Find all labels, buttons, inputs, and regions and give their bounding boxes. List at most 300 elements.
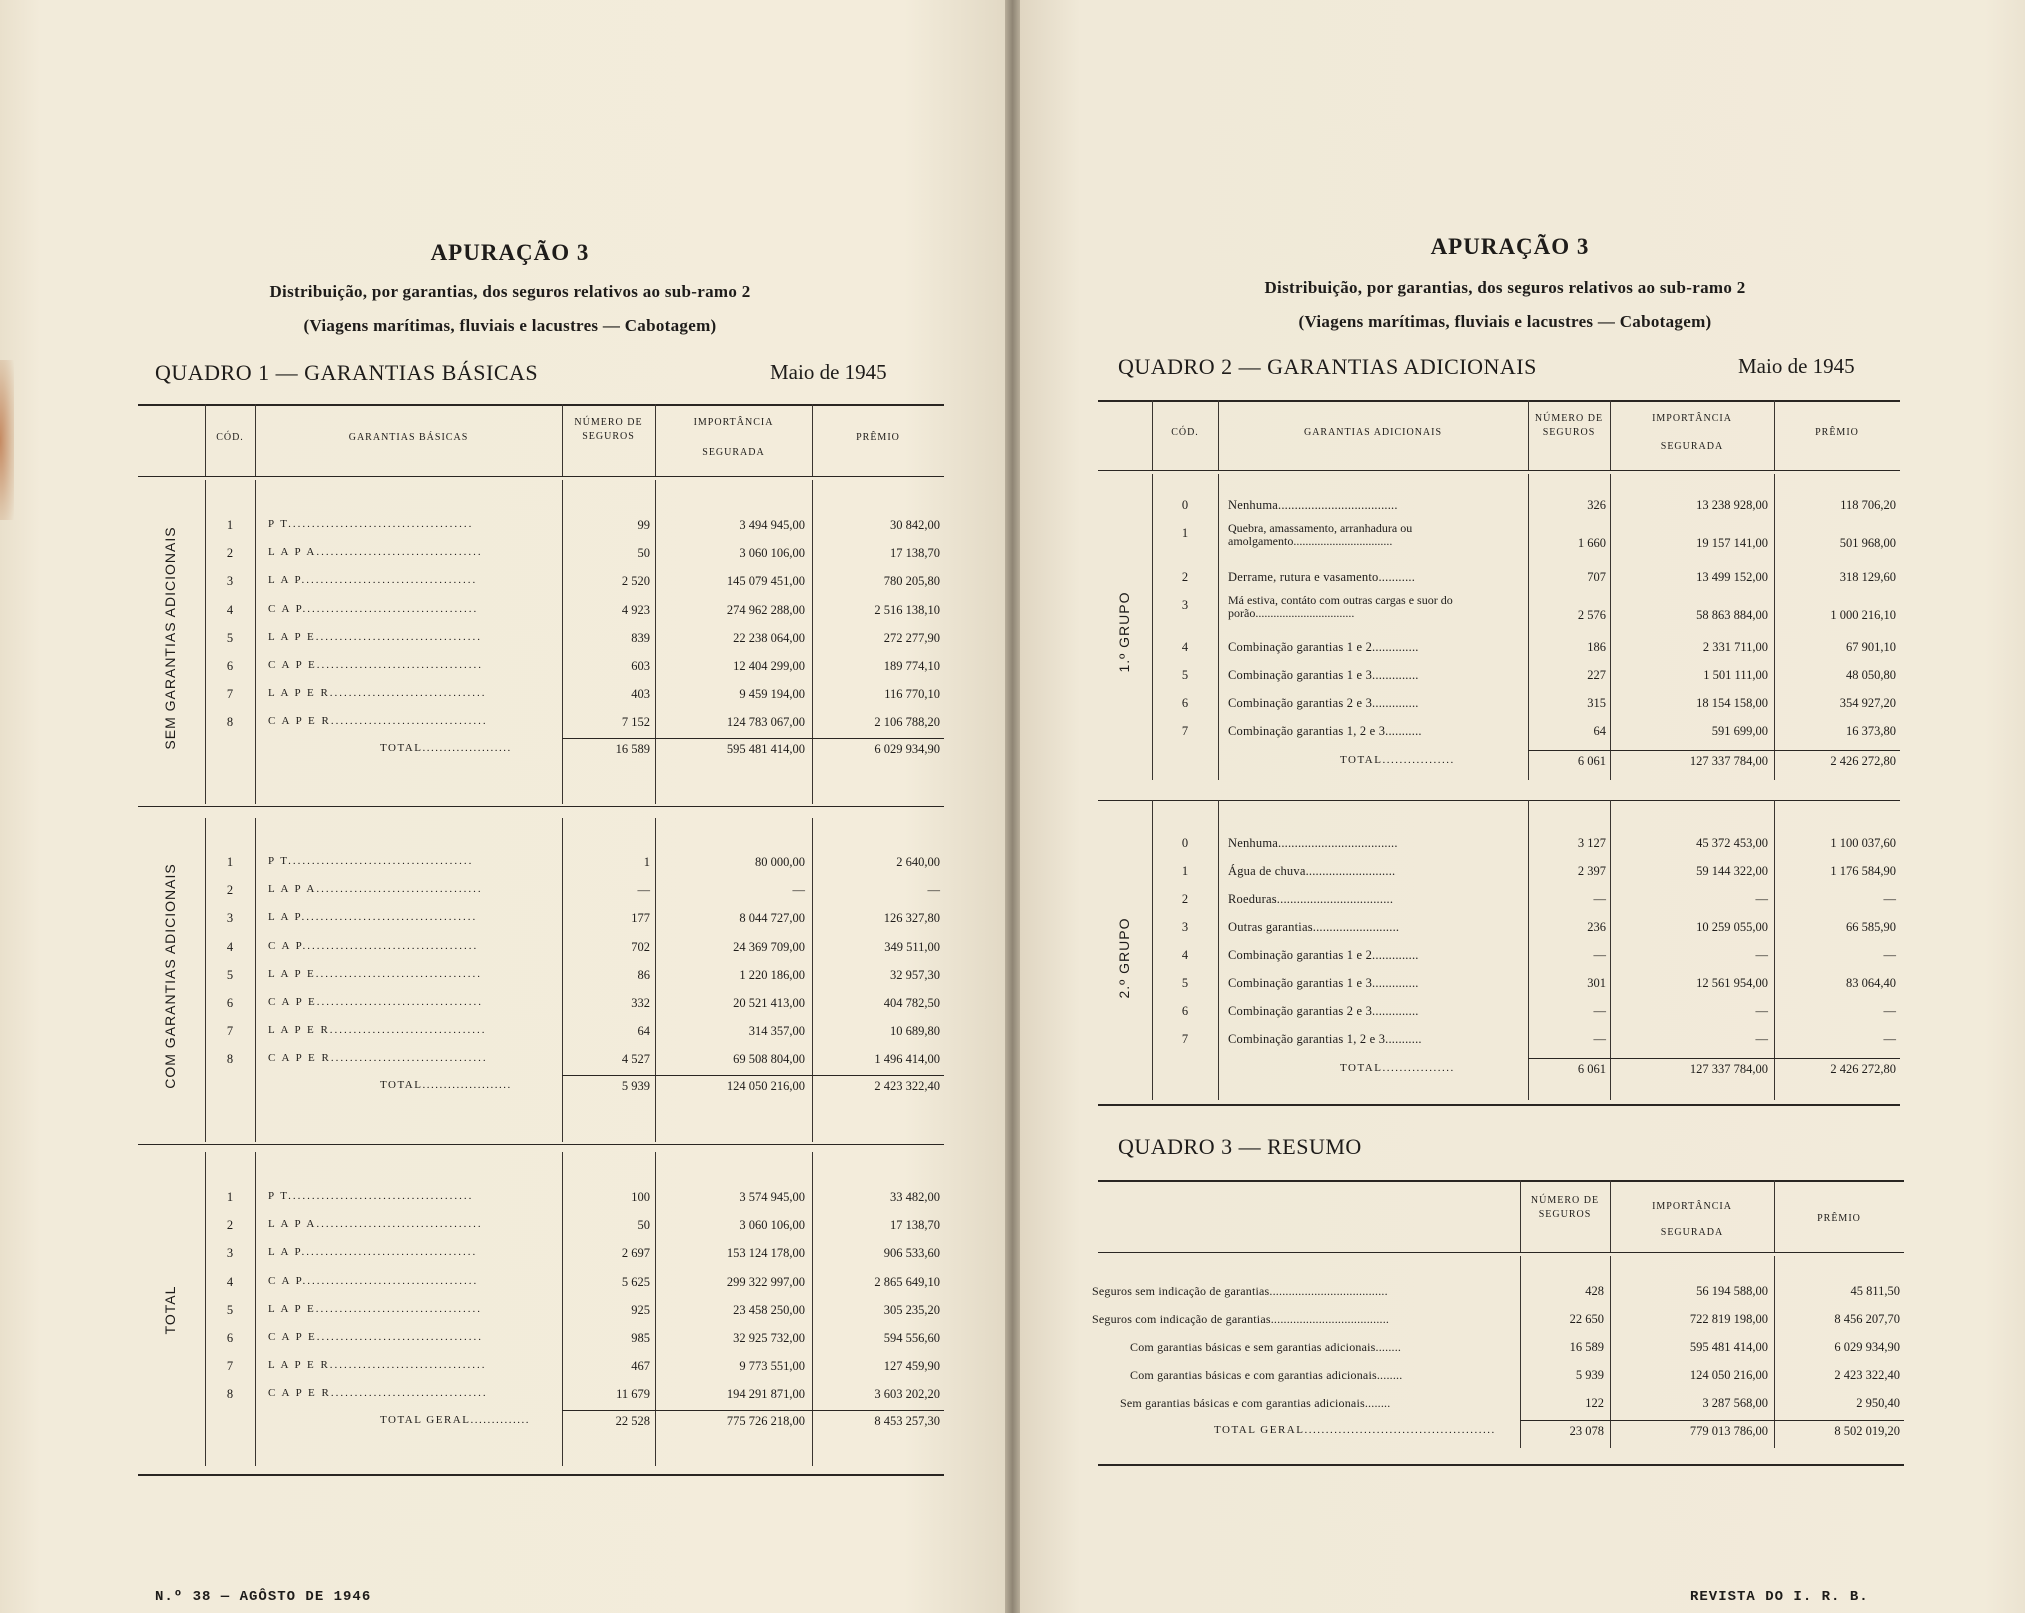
resumo-row-label: Com garantias básicas e com garantias adicionais........ [1130, 1368, 1403, 1382]
row-code: 8 [226, 1387, 234, 1402]
header-importancia: IMPORTÂNCIA [1652, 1201, 1732, 1212]
row-importancia: 22 238 064,00 [733, 630, 805, 645]
row-premio: 3 603 202,20 [874, 1387, 940, 1402]
rule-line [1528, 1058, 1900, 1059]
row-code: 0 [1181, 498, 1189, 512]
row-code: 6 [226, 996, 234, 1010]
row-garantia-label: Combinação garantias 1 e 2.............. [1228, 948, 1419, 962]
row-numero: — [1593, 1004, 1606, 1018]
row-premio: 2 516 138,10 [874, 602, 940, 617]
resumo-total-numero: 23 078 [1569, 1424, 1604, 1438]
resumo-importancia: 722 819 198,00 [1689, 1312, 1768, 1326]
rule-line [1520, 1420, 1904, 1421]
row-premio: 404 782,50 [883, 996, 940, 1010]
row-code: 4 [1181, 948, 1189, 962]
header-segurada: SEGURADA [1660, 1227, 1724, 1238]
row-garantia-label: L A P A................................... [268, 546, 483, 559]
row-garantia-label: Combinação garantias 2 e 3.............. [1228, 1004, 1419, 1018]
row-garantia-label: Combinação garantias 2 e 3.............. [1228, 696, 1419, 710]
row-premio: 2 865 649,10 [874, 1274, 940, 1289]
row-code: 2 [226, 546, 234, 561]
resumo-premio: 45 811,50 [1850, 1284, 1900, 1298]
row-code: 8 [226, 1052, 234, 1067]
row-garantia-label: Nenhuma.................................... [1228, 836, 1398, 850]
row-garantia-label: C A P E R................................. [268, 1052, 488, 1065]
row-numero: 301 [1587, 976, 1606, 990]
resumo-premio: 6 029 934,90 [1834, 1340, 1900, 1354]
row-garantia-label: Quebra, amassamento, arranhadura ou amolgamento................................. [1228, 522, 1413, 548]
total-label: TOTAL..................... [380, 1078, 512, 1091]
row-code: 7 [1181, 724, 1189, 738]
row-importancia: 124 783 067,00 [726, 715, 805, 730]
row-premio: — [1883, 892, 1896, 906]
row-importancia: 8 044 727,00 [739, 911, 805, 926]
row-premio: 2 640,00 [896, 855, 940, 869]
row-garantia-label: C A P..................................... [268, 1274, 479, 1287]
total-numero: 5 939 [621, 1078, 650, 1093]
row-numero: 332 [631, 996, 650, 1010]
row-importancia: — [1755, 1032, 1768, 1046]
row-importancia: 13 499 152,00 [1696, 570, 1768, 584]
row-importancia: 12 404 299,00 [733, 659, 805, 673]
row-premio: 594 556,60 [883, 1331, 940, 1345]
rule-line [1098, 1180, 1904, 1182]
rule-line [1098, 1464, 1904, 1466]
row-numero: 702 [631, 939, 650, 954]
quadro-2-date: Maio de 1945 [1738, 354, 1855, 378]
row-importancia: — [1755, 1004, 1768, 1018]
total-label: TOTAL................. [1340, 754, 1455, 766]
row-numero: 186 [1587, 640, 1606, 654]
row-garantia-label: P T....................................... [268, 855, 474, 867]
column-divider [255, 818, 256, 1142]
rule-line [138, 806, 944, 807]
row-premio: 1 100 037,60 [1830, 836, 1896, 850]
row-code: 4 [226, 1274, 234, 1289]
row-premio: 1 496 414,00 [874, 1052, 940, 1067]
resumo-numero: 428 [1585, 1284, 1604, 1298]
resumo-total-premio: 8 502 019,20 [1834, 1424, 1900, 1438]
row-garantia-label: Combinação garantias 1 e 2.............. [1228, 640, 1419, 654]
resumo-row-label: Sem garantias básicas e com garantias adicionais........ [1120, 1396, 1391, 1410]
row-code: 2 [1181, 570, 1189, 584]
subtitle-line-1-right: Distribuição, por garantias, dos seguros relativos ao sub-ramo 2 [1264, 278, 1746, 297]
total-premio: 8 453 257,30 [874, 1413, 940, 1428]
resumo-importancia: 595 481 414,00 [1689, 1340, 1768, 1354]
header-importancia: IMPORTÂNCIA [1652, 413, 1732, 424]
row-garantia-label: L A P E................................... [268, 967, 482, 980]
row-numero: 64 [637, 1024, 650, 1039]
row-premio: — [1883, 1004, 1896, 1018]
row-garantia-label: C A P..................................... [268, 939, 479, 952]
row-code: 4 [1181, 640, 1189, 654]
resumo-row-label: Seguros com indicação de garantias..................................... [1092, 1312, 1390, 1326]
section-label: COM GARANTIAS ADICIONAIS [162, 863, 178, 1089]
group-label: 2.º GRUPO [1116, 917, 1132, 999]
row-numero: 4 527 [621, 1052, 650, 1067]
row-premio: 67 901,10 [1846, 640, 1896, 654]
row-code: 7 [226, 1024, 234, 1039]
row-numero: 1 660 [1577, 536, 1606, 550]
row-premio: 17 138,70 [890, 546, 940, 561]
row-importancia: 19 157 141,00 [1696, 536, 1768, 550]
row-numero: 50 [637, 1218, 650, 1233]
row-importancia: — [1755, 948, 1768, 962]
row-numero: 3 127 [1577, 836, 1606, 850]
row-premio: 1 176 584,90 [1830, 864, 1896, 878]
row-numero: 99 [637, 518, 650, 532]
row-garantia-label: L A P..................................... [268, 1246, 478, 1259]
total-importancia: 595 481 414,00 [726, 741, 805, 756]
column-divider [255, 480, 256, 804]
row-numero: 11 679 [616, 1387, 650, 1402]
resumo-importancia: 56 194 588,00 [1696, 1284, 1768, 1298]
row-code: 3 [1181, 598, 1189, 612]
row-premio: 16 373,80 [1846, 724, 1896, 738]
header-numero-seguros: NÚMERO DE SEGUROS [1530, 1195, 1600, 1220]
resumo-numero: 16 589 [1569, 1340, 1604, 1354]
resumo-importancia: 124 050 216,00 [1689, 1368, 1768, 1382]
header-numero-seguros: NÚMERO DE SEGUROS [1534, 413, 1604, 438]
row-garantia-label: Outras garantias.......................... [1228, 920, 1400, 934]
resumo-numero: 22 650 [1569, 1312, 1604, 1326]
row-numero: 2 697 [621, 1246, 650, 1261]
row-premio: 116 770,10 [884, 687, 940, 702]
row-code: 7 [226, 1359, 234, 1374]
row-premio: 305 235,20 [883, 1302, 940, 1317]
rule-line [562, 738, 944, 739]
column-divider [1610, 1180, 1611, 1252]
row-premio: 30 842,00 [890, 518, 940, 532]
row-premio: 66 585,90 [1846, 920, 1896, 934]
row-garantia-label: C A P E R................................. [268, 1387, 488, 1400]
rule-line [1528, 750, 1900, 751]
row-premio: 126 327,80 [883, 911, 940, 926]
row-importancia: 18 154 158,00 [1696, 696, 1768, 710]
left-page [0, 0, 1005, 1613]
row-numero: 467 [631, 1359, 650, 1374]
row-importancia: 274 962 288,00 [726, 602, 805, 617]
rule-line [138, 476, 944, 477]
header-segurada: SEGURADA [702, 447, 765, 458]
row-garantia-label: Combinação garantias 1 e 3.............. [1228, 668, 1419, 682]
row-code: 6 [226, 659, 234, 673]
header-garantias-adicionais: GARANTIAS ADICIONAIS [1303, 427, 1443, 438]
quadro-2-title: QUADRO 2 — GARANTIAS ADICIONAIS [1118, 354, 1537, 379]
row-numero: 2 520 [621, 574, 650, 589]
column-divider [1218, 474, 1219, 780]
row-premio: 780 205,80 [883, 574, 940, 589]
resumo-row-label: Seguros sem indicação de garantias..................................... [1092, 1284, 1388, 1298]
right-page [1020, 0, 2025, 1613]
row-importancia: 45 372 453,00 [1696, 836, 1768, 850]
row-premio: 189 774,10 [883, 659, 940, 673]
row-garantia-label: L A P..................................... [268, 911, 478, 924]
row-premio: — [927, 883, 940, 898]
row-importancia: 3 060 106,00 [739, 546, 805, 561]
row-premio: 83 064,40 [1846, 976, 1896, 990]
row-numero: 2 576 [1577, 608, 1606, 622]
row-numero: 985 [631, 1331, 650, 1345]
row-numero: 707 [1587, 570, 1606, 584]
header-premio: PRÊMIO [1817, 1213, 1861, 1224]
row-garantia-label: L A P E R................................. [268, 687, 487, 700]
apuracao-title-right: APURAÇÃO 3 [1430, 234, 1590, 259]
row-numero: — [1593, 892, 1606, 906]
row-garantia-label: L A P E................................... [268, 630, 482, 643]
section-label: TOTAL [162, 1285, 178, 1335]
row-code: 7 [1181, 1032, 1189, 1046]
row-garantia-label: C A P..................................... [268, 602, 479, 615]
header-garantias-basicas: GARANTIAS BÁSICAS [348, 432, 469, 443]
total-label: TOTAL..................... [380, 741, 512, 754]
total-numero: 16 589 [615, 741, 650, 756]
row-importancia: 194 291 871,00 [726, 1387, 805, 1402]
rule-line [1098, 1252, 1904, 1253]
row-importancia: 3 574 945,00 [739, 1190, 805, 1204]
row-numero: 403 [631, 687, 650, 702]
row-code: 5 [226, 1302, 234, 1317]
section-label: SEM GARANTIAS ADICIONAIS [162, 526, 178, 750]
row-code: 1 [226, 518, 234, 532]
resumo-numero: 122 [1585, 1396, 1604, 1410]
row-premio: 10 689,80 [890, 1024, 940, 1039]
row-garantia-label: L A P E R................................. [268, 1024, 487, 1037]
row-importancia: 58 863 884,00 [1696, 608, 1768, 622]
resumo-premio: 2 950,40 [1856, 1396, 1900, 1410]
row-code: 5 [1181, 976, 1189, 990]
column-divider [655, 404, 656, 476]
total-premio: 2 426 272,80 [1830, 1062, 1896, 1076]
quadro-3-title: QUADRO 3 — RESUMO [1118, 1134, 1362, 1159]
column-divider [255, 1152, 256, 1466]
header-segurada: SEGURADA [1660, 441, 1724, 452]
header-cod: CÓD. [1171, 427, 1199, 438]
column-divider [1218, 800, 1219, 1100]
row-premio: 354 927,20 [1839, 696, 1896, 710]
row-garantia-label: L A P E R................................. [268, 1359, 487, 1372]
row-garantia-label: Combinação garantias 1, 2 e 3........... [1228, 1032, 1422, 1046]
row-garantia-label: Derrame, rutura e vasamento........... [1228, 570, 1416, 584]
row-importancia: 32 925 732,00 [733, 1331, 805, 1345]
row-code: 1 [1181, 864, 1189, 878]
row-numero: — [637, 883, 650, 898]
row-importancia: 145 079 451,00 [726, 574, 805, 589]
total-importancia: 775 726 218,00 [726, 1413, 805, 1428]
row-code: 6 [226, 1331, 234, 1345]
row-premio: — [1883, 1032, 1896, 1046]
row-numero: 925 [631, 1302, 650, 1317]
row-numero: 315 [1587, 696, 1606, 710]
total-numero: 6 061 [1577, 754, 1606, 768]
row-code: 2 [226, 883, 234, 898]
row-numero: 1 [643, 855, 650, 869]
row-premio: 17 138,70 [890, 1218, 940, 1233]
row-garantia-label: P T....................................... [268, 1190, 474, 1202]
row-garantia-label: C A P E................................... [268, 996, 483, 1008]
book-gutter [1005, 0, 1020, 1613]
row-code: 3 [226, 911, 234, 926]
row-code: 0 [1181, 836, 1189, 850]
row-importancia: 12 561 954,00 [1696, 976, 1768, 990]
row-numero: 7 152 [621, 715, 650, 730]
row-importancia: 153 124 178,00 [726, 1246, 805, 1261]
rule-line [138, 1474, 944, 1476]
row-garantia-label: Nenhuma.................................... [1228, 498, 1398, 512]
row-numero: 5 625 [621, 1274, 650, 1289]
row-numero: 177 [631, 911, 650, 926]
group-label: 1.º GRUPO [1116, 591, 1132, 673]
row-premio: 32 957,30 [890, 967, 940, 982]
row-code: 1 [226, 1190, 234, 1204]
row-garantia-label: C A P E R................................. [268, 715, 488, 728]
row-code: 3 [226, 574, 234, 589]
row-premio: 48 050,80 [1846, 668, 1896, 682]
row-importancia: 1 501 111,00 [1703, 668, 1768, 682]
row-importancia: — [1755, 892, 1768, 906]
row-importancia: 2 331 711,00 [1702, 640, 1768, 654]
quadro-1-date: Maio de 1945 [770, 360, 887, 384]
rule-line [562, 1410, 944, 1411]
total-importancia: 124 050 216,00 [726, 1078, 805, 1093]
row-premio: — [1883, 948, 1896, 962]
row-garantia-label: C A P E................................... [268, 1331, 483, 1343]
row-code: 5 [226, 630, 234, 645]
subtitle-line-2: (Viagens marítimas, fluviais e lacustres — Cabotagem) [303, 316, 717, 335]
row-code: 6 [1181, 1004, 1189, 1018]
row-code: 3 [1181, 920, 1189, 934]
row-code: 1 [1181, 526, 1189, 540]
row-importancia: 3 494 945,00 [739, 518, 805, 532]
row-premio: 906 533,60 [883, 1246, 940, 1261]
row-numero: 86 [637, 967, 650, 982]
row-importancia: 24 369 709,00 [733, 939, 805, 954]
row-importancia: 314 357,00 [748, 1024, 805, 1039]
header-premio: PRÊMIO [1815, 427, 1859, 438]
total-importancia: 127 337 784,00 [1689, 1062, 1768, 1076]
resumo-premio: 2 423 322,40 [1834, 1368, 1900, 1382]
row-importancia: 69 508 804,00 [733, 1052, 805, 1067]
row-garantia-label: L A P E................................... [268, 1302, 482, 1315]
row-code: 1 [226, 855, 234, 869]
subtitle-line-2-right: (Viagens marítimas, fluviais e lacustres — Cabotagem) [1298, 312, 1712, 331]
row-premio: 2 106 788,20 [874, 715, 940, 730]
total-numero: 22 528 [615, 1413, 650, 1428]
row-importancia: 10 259 055,00 [1696, 920, 1768, 934]
row-premio: 349 511,00 [884, 939, 940, 954]
row-numero: 603 [631, 659, 650, 673]
row-numero: 100 [631, 1190, 650, 1204]
total-importancia: 127 337 784,00 [1689, 754, 1768, 768]
row-garantia-label: Má estiva, contáto com outras cargas e suor do porão................................. [1228, 594, 1453, 620]
row-code: 4 [226, 602, 234, 617]
rule-line [1098, 470, 1900, 471]
quadro-1-title: QUADRO 1 — GARANTIAS BÁSICAS [155, 360, 539, 385]
row-garantia-label: Combinação garantias 1 e 3.............. [1228, 976, 1419, 990]
row-garantia-label: Água de chuva........................... [1228, 864, 1396, 878]
total-premio: 6 029 934,90 [874, 741, 940, 756]
row-importancia: 59 144 322,00 [1696, 864, 1768, 878]
row-numero: 64 [1593, 724, 1606, 738]
row-premio: 501 968,00 [1839, 536, 1896, 550]
row-numero: 4 923 [621, 602, 650, 617]
row-code: 6 [1181, 696, 1189, 710]
header-premio: PRÊMIO [856, 432, 900, 443]
apuracao-title: APURAÇÃO 3 [430, 240, 590, 265]
row-premio: 127 459,90 [883, 1359, 940, 1374]
rule-line [138, 1144, 944, 1145]
subtitle-line-1: Distribuição, por garantias, dos seguros relativos ao sub-ramo 2 [269, 282, 751, 301]
header-cod: CÓD. [216, 432, 244, 443]
row-importancia: 3 060 106,00 [739, 1218, 805, 1233]
total-premio: 2 423 322,40 [874, 1078, 940, 1093]
rule-line [1098, 1104, 1900, 1106]
row-premio: 118 706,20 [1840, 498, 1896, 512]
row-importancia: 13 238 928,00 [1696, 498, 1768, 512]
row-numero: — [1593, 948, 1606, 962]
row-garantia-label: L A P..................................... [268, 574, 478, 587]
row-premio: 1 000 216,10 [1830, 608, 1896, 622]
total-label: TOTAL................. [1340, 1062, 1455, 1074]
row-importancia: 591 699,00 [1711, 724, 1768, 738]
row-code: 7 [226, 687, 234, 702]
row-numero: 2 397 [1577, 864, 1606, 878]
row-numero: — [1593, 1032, 1606, 1046]
header-importancia: IMPORTÂNCIA [693, 417, 774, 428]
row-importancia: 1 220 186,00 [739, 967, 805, 982]
row-importancia: 20 521 413,00 [733, 996, 805, 1010]
resumo-total-importancia: 779 013 786,00 [1689, 1424, 1768, 1438]
row-importancia: 23 458 250,00 [733, 1302, 805, 1317]
row-garantia-label: C A P E................................... [268, 659, 483, 671]
row-numero: 326 [1587, 498, 1606, 512]
row-importancia: 299 322 997,00 [726, 1274, 805, 1289]
row-garantia-label: L A P A................................... [268, 1218, 483, 1231]
row-garantia-label: P T....................................... [268, 518, 474, 530]
row-premio: 33 482,00 [890, 1190, 940, 1204]
row-code: 3 [226, 1246, 234, 1261]
row-numero: 50 [637, 546, 650, 561]
resumo-importancia: 3 287 568,00 [1702, 1396, 1768, 1410]
row-garantia-label: Combinação garantias 1, 2 e 3........... [1228, 724, 1422, 738]
row-code: 2 [226, 1218, 234, 1233]
resumo-premio: 8 456 207,70 [1834, 1312, 1900, 1326]
row-garantia-label: Roeduras................................... [1228, 892, 1394, 906]
page-footer-left: N.º 38 — AGÔSTO DE 1946 [155, 1589, 372, 1605]
resumo-row-label: Com garantias básicas e sem garantias adicionais........ [1130, 1340, 1402, 1354]
row-code: 8 [226, 715, 234, 730]
row-numero: 227 [1587, 668, 1606, 682]
total-premio: 2 426 272,80 [1830, 754, 1896, 768]
row-importancia: — [792, 883, 805, 898]
row-premio: 272 277,90 [883, 630, 940, 645]
resumo-numero: 5 939 [1575, 1368, 1604, 1382]
row-premio: 318 129,60 [1839, 570, 1896, 584]
rule-line [562, 1075, 944, 1076]
row-garantia-label: L A P A................................... [268, 883, 483, 896]
row-code: 4 [226, 939, 234, 954]
header-numero-seguros: NÚMERO DE SEGUROS [574, 417, 643, 442]
paper-stain [0, 360, 14, 520]
row-importancia: 9 459 194,00 [739, 687, 805, 702]
row-numero: 839 [631, 630, 650, 645]
resumo-total-label: TOTAL GERAL............................................. [1214, 1424, 1496, 1436]
row-code: 2 [1181, 892, 1189, 906]
total-numero: 6 061 [1577, 1062, 1606, 1076]
column-divider [1610, 400, 1611, 470]
row-numero: 236 [1587, 920, 1606, 934]
page-footer-right: REVISTA DO I. R. B. [1690, 1589, 1869, 1605]
